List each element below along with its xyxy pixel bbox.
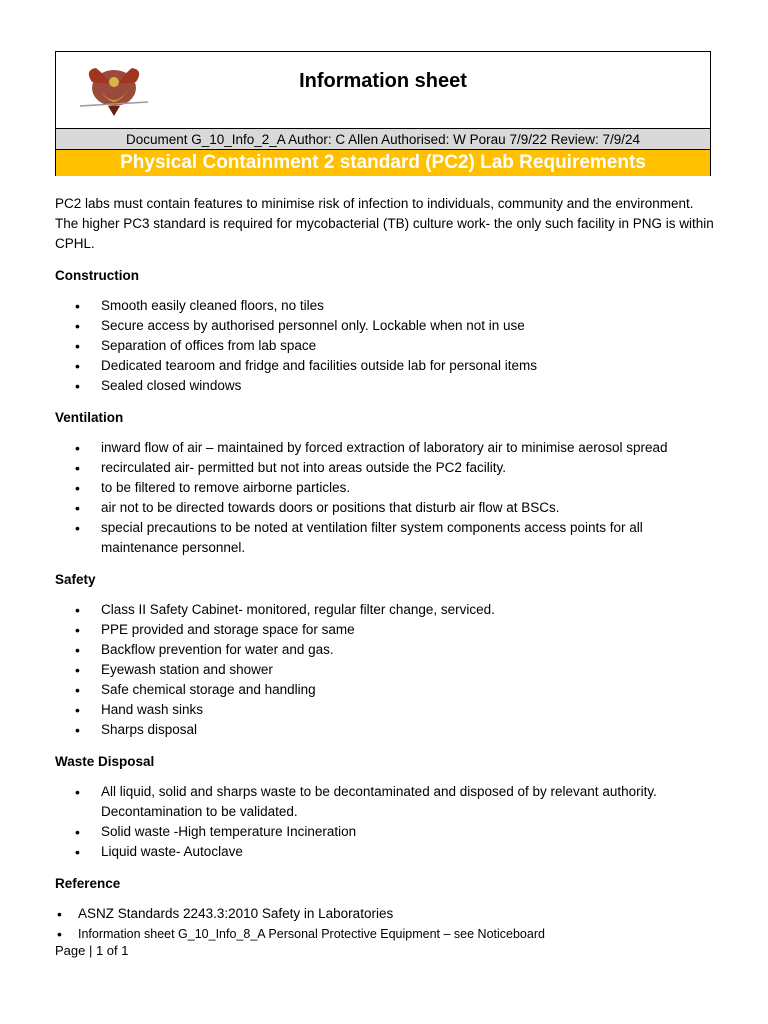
content — [55, 194, 715, 944]
list-item: • Secure access by authorised personnel only. Lockable when not in use — [55, 316, 715, 336]
list-item: • special precautions to be noted at ventilation filter system components access points for all maintenance personnel. — [55, 518, 715, 558]
ventilation-list — [55, 438, 715, 558]
list-item: • inward flow of air – maintained by forced extraction of laboratory air to minimise aerosol spread — [55, 438, 715, 458]
document-meta: Document G_10_Info_2_A Author: C Allen Authorised: W Porau 7/9/22 Review: 7/9/24 — [56, 128, 710, 150]
list-item: • Class II Safety Cabinet- monitored, regular filter change, serviced. — [55, 600, 715, 620]
safety-list — [55, 600, 715, 740]
section-heading-safety: Safety — [55, 572, 96, 587]
list-item: • Sharps disposal — [55, 720, 715, 740]
section-heading-ventilation: Ventilation — [55, 410, 124, 425]
list-item: • Solid waste -High temperature Incineration — [55, 822, 715, 842]
list-item: • air not to be directed towards doors or positions that disturb air flow at BSCs. — [55, 498, 715, 518]
sheet-title: Information sheet — [299, 70, 467, 92]
document-title: Physical Containment 2 standard (PC2) Lab Requirements — [56, 150, 710, 176]
list-item: • PPE provided and storage space for same — [55, 620, 715, 640]
list-item: • Information sheet G_10_Info_8_A Personal Protective Equipment – see Noticeboard — [55, 924, 715, 944]
list-item: • recirculated air- permitted but not into areas outside the PC2 facility. — [55, 458, 715, 478]
list-item: • Liquid waste- Autoclave — [55, 842, 715, 862]
list-item: • Safe chemical storage and handling — [55, 680, 715, 700]
list-item: • Hand wash sinks — [55, 700, 715, 720]
list-item: • Dedicated tearoom and fridge and facilities outside lab for personal items — [55, 356, 715, 376]
construction-list — [55, 296, 715, 396]
list-item: • Sealed closed windows — [55, 376, 715, 396]
intro-paragraph: PC2 labs must contain features to minimise risk of infection to individuals, community and the environment. The higher PC3 standard is required for mycobacterial (TB) culture work- the only such facility in PNG is within CPHL. — [55, 196, 714, 251]
list-item: • ASNZ Standards 2243.3:2010 Safety in Laboratories — [55, 904, 715, 924]
page-footer: Page | 1 of 1 — [55, 943, 129, 958]
list-item: • Eyewash station and shower — [55, 660, 715, 680]
list-item: • All liquid, solid and sharps waste to be decontaminated and disposed of by relevant authority. Decontamination to be validated. — [55, 782, 715, 822]
list-item: • Smooth easily cleaned floors, no tiles — [55, 296, 715, 316]
section-heading-reference: Reference — [55, 876, 121, 891]
section-heading-construction: Construction — [55, 268, 139, 283]
list-item: • to be filtered to remove airborne particles. — [55, 478, 715, 498]
list-item: • Separation of offices from lab space — [55, 336, 715, 356]
waste-disposal-list — [55, 782, 715, 862]
reference-list — [55, 904, 715, 944]
header-box — [55, 51, 711, 176]
section-heading-waste-disposal: Waste Disposal — [55, 754, 155, 769]
list-item: • Backflow prevention for water and gas. — [55, 640, 715, 660]
